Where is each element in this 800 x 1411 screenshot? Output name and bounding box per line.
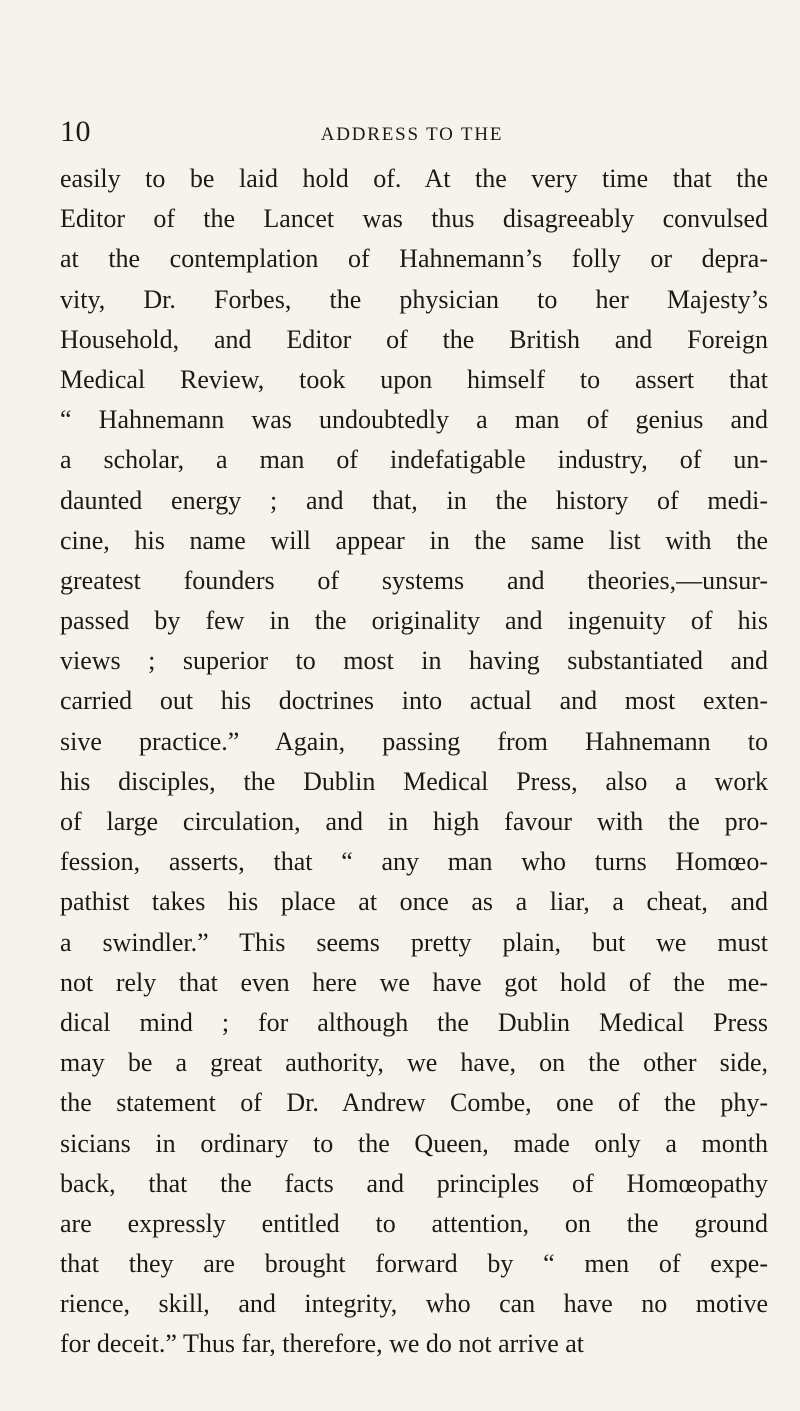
text-line: cine, his name will appear in the same list with the <box>60 525 768 555</box>
text-line: daunted energy ; and that, in the history of medi- <box>60 485 768 515</box>
text-line: a swindler.” This seems pretty plain, but we must <box>60 927 768 957</box>
text-line: views ; superior to most in having substantiated and <box>60 646 768 676</box>
text-line: “ Hahnemann was undoubtedly a man of genius and <box>60 405 768 435</box>
text-line: Medical Review, took upon himself to assert that <box>60 364 768 394</box>
text-line: his disciples, the Dublin Medical Press, also a work <box>60 766 768 796</box>
text-line: easily to be laid hold of. At the very time that the <box>60 164 768 193</box>
text-line: back, that the facts and principles of Homœopathy <box>60 1168 768 1198</box>
body-text <box>60 159 768 1365</box>
text-line: sicians in ordinary to the Queen, made only a month <box>60 1128 768 1158</box>
text-line: greatest founders of systems and theories,—unsur- <box>60 565 768 595</box>
text-line: pathist takes his place at once as a liar, a cheat, and <box>60 887 768 917</box>
text-line: dical mind ; for although the Dublin Medical Press <box>60 1007 768 1037</box>
text-line: not rely that even here we have got hold of the me- <box>60 967 768 997</box>
text-line: of large circulation, and in high favour with the pro- <box>60 807 768 836</box>
text-line: that they are brought forward by “ men of expe- <box>60 1249 768 1279</box>
text-line: at the contemplation of Hahnemann’s folly or depra- <box>60 244 768 274</box>
text-line: may be a great authority, we have, on the other side, <box>60 1048 768 1078</box>
text-line: a scholar, a man of indefatigable industry, of un- <box>60 445 768 475</box>
running-head: ADDRESS TO THE <box>320 124 504 145</box>
text-line: for deceit.” Thus far, therefore, we do not arrive at <box>60 1329 585 1359</box>
text-line: are expressly entitled to attention, on the ground <box>60 1208 768 1238</box>
text-line: the statement of Dr. Andrew Combe, one of the phy- <box>60 1088 768 1118</box>
text-line: passed by few in the originality and ingenuity of his <box>60 606 768 636</box>
text-line: carried out his doctrines into actual and most exten- <box>60 686 768 716</box>
text-line: rience, skill, and integrity, who can have no motive <box>60 1289 768 1319</box>
text-line: vity, Dr. Forbes, the physician to her Majesty’s <box>60 284 768 314</box>
text-line: sive practice.” Again, passing from Hahnemann to <box>60 726 768 756</box>
text-line: fession, asserts, that “ any man who turns Homœo- <box>60 847 768 877</box>
text-line: Editor of the Lancet was thus disagreeably convulsed <box>60 204 768 234</box>
page-number: 10 <box>60 115 91 148</box>
text-line: Household, and Editor of the British and Foreign <box>60 324 768 354</box>
